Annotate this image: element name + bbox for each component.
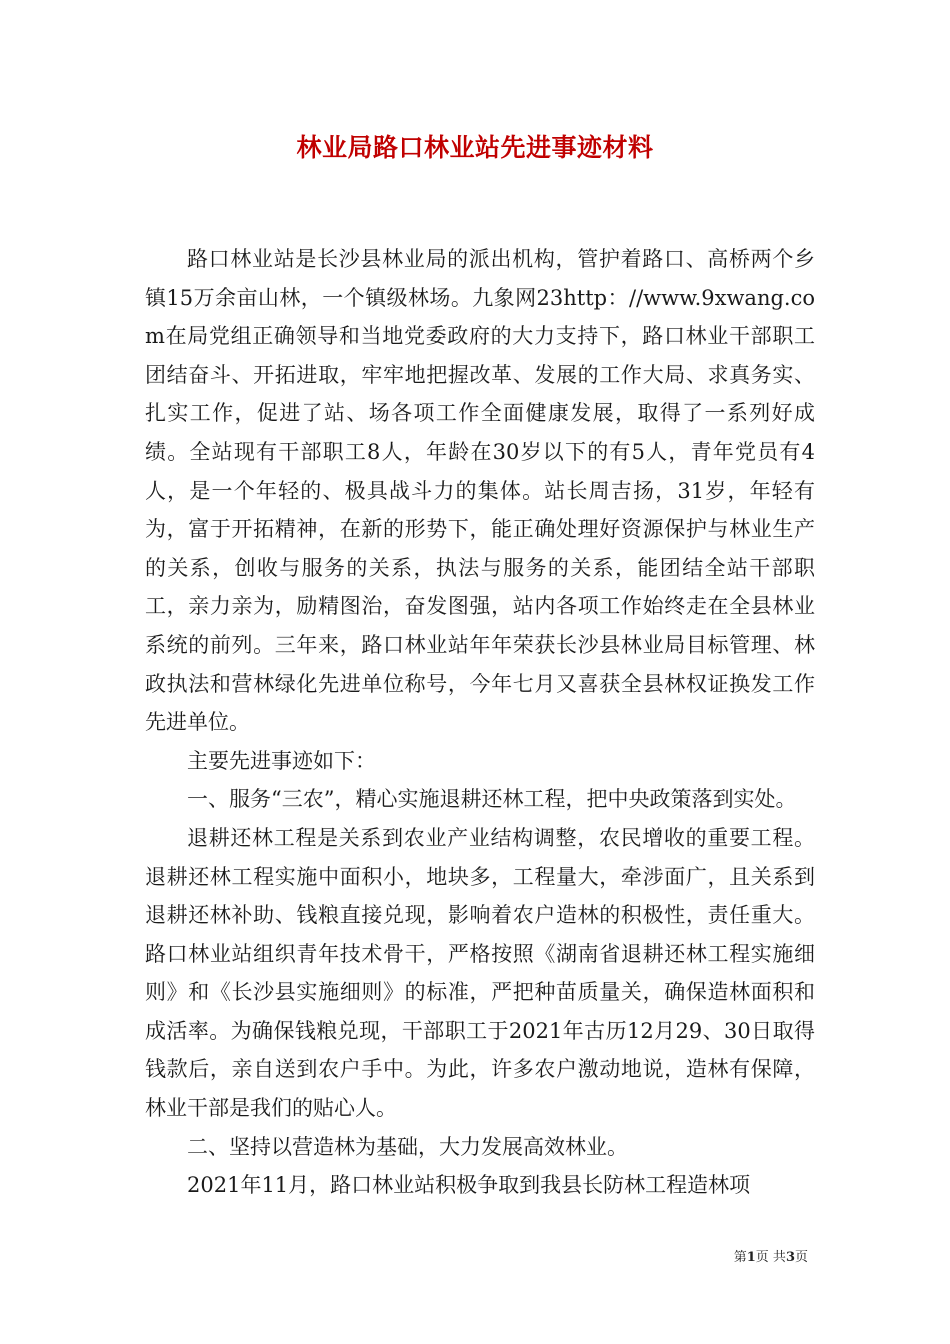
paragraph-section-2-heading: 二、坚持以营造林为基础，大力发展高效林业。 xyxy=(187,1134,628,1159)
paragraph-intro: 路口林业站是长沙县林业局的派出机构，管护着路口、高桥两个乡镇15万余亩山林，一个镇级林场。九象网23http：//www.9xwang.com在局党组正确领导和当地党委政府的大力支持下，路口林业干部职工团结奋斗、开拓进取，牢牢地把握改革、发展的工作大局、求真务实、扎实工作，促进了站、场各项工作全面健康发展，取得了一系列好成绩。全站现有干部职工8人，年龄在30岁以下的有5人，青年党员有4人，是一个年轻的、极具战斗力的集体。站长周吉扬，31岁，年轻有为，富于开拓精神，在新的形势下，能正确处理好资源保护与林业生产的关系，创收与服务的关系，执法与服务的关系，能团结全站干部职工，亲力亲为，励精图治，奋发图强，站内各项工作始终走在全县林业系统的前列。三年来，路口林业站年年荣获长沙县林业局目标管理、林政执法和营林绿化先进单位称号，今年七月又喜获全县林权证换发工作先进单位。 xyxy=(145,247,815,735)
footer-suffix: 页 xyxy=(794,1250,808,1265)
paragraph-summary-heading: 主要先进事迹如下： xyxy=(187,748,376,773)
page-number-footer xyxy=(734,1246,808,1265)
paragraph-section-2-body: 2021年11月，路口林业站积极争取到我县长防林工程造林项 xyxy=(187,1173,751,1198)
document-body xyxy=(145,240,815,1205)
total-pages-number: 3 xyxy=(785,1250,795,1265)
current-page-number: 1 xyxy=(746,1250,756,1265)
paragraph-section-1-body: 退耕还林工程是关系到农业产业结构调整，农民增收的重要工程。退耕还林工程实施中面积小，地块多，工程量大，牵涉面广，且关系到退耕还林补助、钱粮直接兑现，影响着农户造林的积极性，责任重大。路口林业站组织青年技术骨干，严格按照《湖南省退耕还林工程实施细则》和《长沙县实施细则》的标准，严把种苗质量关，确保造林面积和成活率。为确保钱粮兑现，干部职工于2021年古历12月29、30日取得钱款后，亲自送到农户手中。为此，许多农户激动地说，造林有保障，林业干部是我们的贴心人。 xyxy=(145,825,815,1121)
footer-prefix: 第 xyxy=(733,1250,747,1265)
footer-middle: 页 共 xyxy=(755,1250,786,1265)
paragraph-section-1-heading: 一、服务“三农”，精心实施退耕还林工程，把中央政策落到实处。 xyxy=(187,787,797,812)
document-title: 林业局路口林业站先进事迹材料 xyxy=(296,133,654,162)
